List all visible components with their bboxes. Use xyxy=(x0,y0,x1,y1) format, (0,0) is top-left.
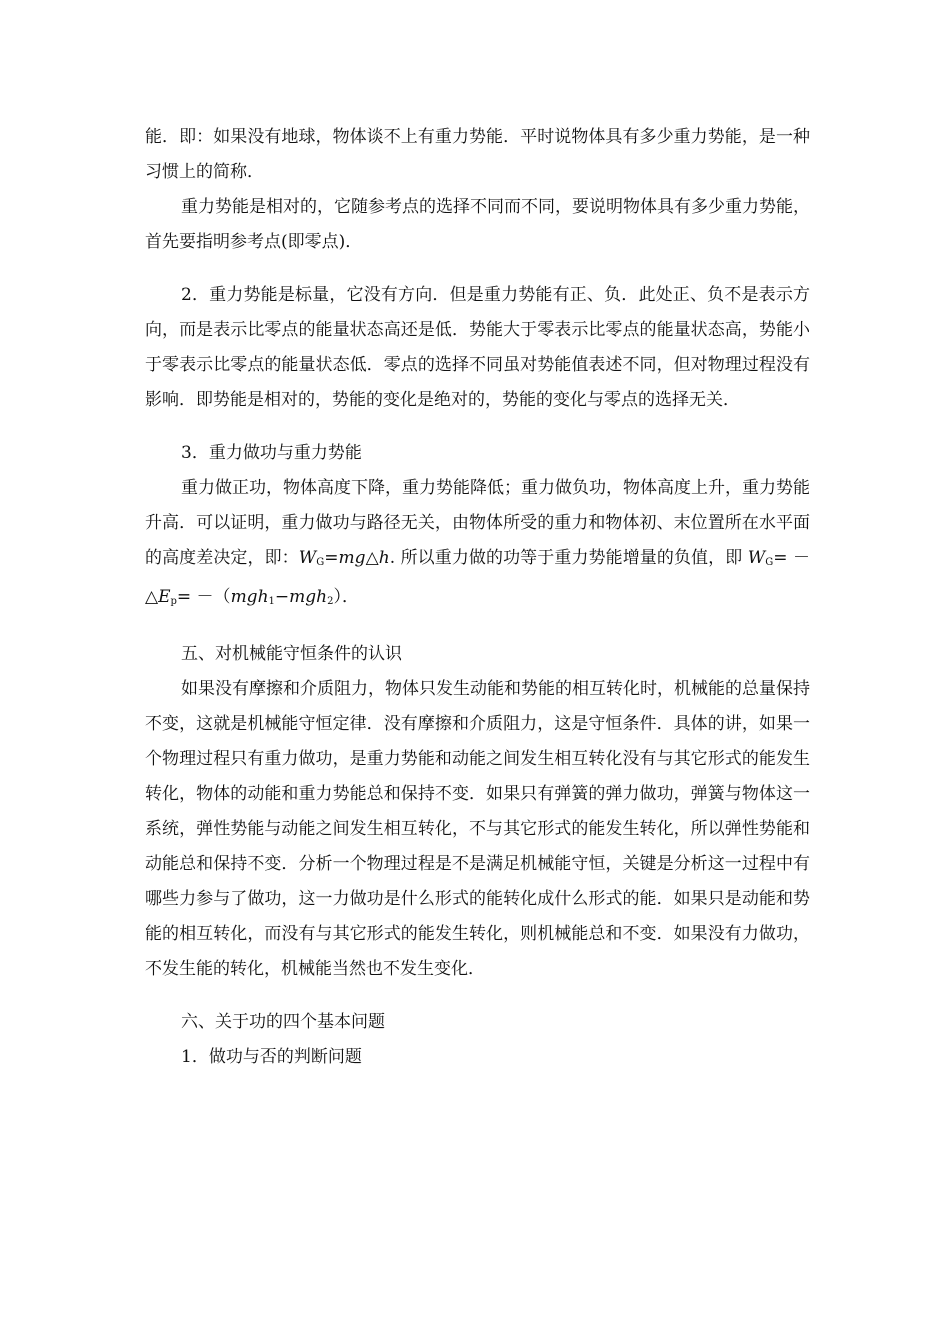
formula2-sub1: 1 xyxy=(268,596,275,607)
paragraph-gravity-work-text-b: . 所以重力做的功等于重力势能增量的负值，即 xyxy=(389,548,748,568)
section-heading-energy-conservation: 五、对机械能守恒条件的认识 xyxy=(181,644,402,664)
paragraph-scalar-potential: 2．重力势能是标量，它没有方向．但是重力势能有正、负．此处正、负不是表示方向，而是表示比零点的能量状态高还是低．势能大于零表示比零点的能量状态高，势能小于零表示比零点的能量状态低．零点的选择不同虽对势能值表述不同，但对物理过程没有影响．即势能是相对的，势能的变化是绝对的，势能的变化与零点的选择无关． xyxy=(145,285,810,410)
formula2-w-sub: G xyxy=(765,557,774,568)
subsection-heading-work-judgement: 1．做功与否的判断问题 xyxy=(181,1047,362,1067)
formula2-sub2: 2 xyxy=(327,596,334,607)
formula2-eq: = －（ xyxy=(176,587,231,607)
section-heading-gravity-work: 3．重力做功与重力势能 xyxy=(181,443,362,463)
paragraph-gravity-work-text-a: 重力做正功，物体高度下降，重力势能降低；重力做负功，物体高度上升，重力势能升高．可以证明，重力做功与路径无关，由物体所受的重力和物体初、末位置所在水平面的高度差决定，即： xyxy=(145,478,810,568)
formula2-mid: = － △ xyxy=(145,548,810,607)
formula2-end: ）． xyxy=(333,587,359,607)
formula2-mgh1: mgh xyxy=(230,587,269,607)
paragraph-energy-conservation: 如果没有摩擦和介质阻力，物体只发生动能和势能的相互转化时，机械能的总量保持不变，这就是机械能守恒定律．没有摩擦和介质阻力，这是守恒条件．具体的讲，如果一个物理过程只有重力做功，是重力势能和动能之间发生相互转化没有与其它形式的能发生转化，物体的动能和重力势能总和保持不变．如果只有弹簧的弹力做功，弹簧与物体这一系统，弹性势能与动能之间发生相互转化，不与其它形式的能发生转化，所以弹性势能和动能总和保持不变．分析一个物理过程是不是满足机械能守恒，关键是分析这一过程中有哪些力参与了做功，这一力做功是什么形式的能转化成什么形式的能．如果只是动能和势能的相互转化，而没有与其它形式的能发生转化，则机械能总和不变．如果没有力做功，不发生能的转化，机械能当然也不发生变化． xyxy=(145,679,810,979)
formula-wg-rest: =mg△h xyxy=(324,548,390,568)
document-page xyxy=(145,120,810,1075)
paragraph-relative-potential: 重力势能是相对的，它随参考点的选择不同而不同，要说明物体具有多少重力势能，首先要指明参考点(即零点)． xyxy=(145,197,810,252)
formula2-mgh2: mgh xyxy=(289,587,328,607)
paragraph-gravity-potential-definition: 能．即：如果没有地球，物体谈不上有重力势能．平时说物体具有多少重力势能，是一种习惯上的简称． xyxy=(145,127,810,182)
formula2-e-sub: p xyxy=(170,596,177,607)
section-heading-work-questions: 六、关于功的四个基本问题 xyxy=(181,1012,385,1032)
formula2-e: E xyxy=(158,587,171,607)
formula-wg-symbol: W xyxy=(298,548,317,568)
paragraph-gravity-work xyxy=(145,471,810,619)
formula2-w: W xyxy=(747,548,766,568)
formula-wg-subscript: G xyxy=(316,557,325,568)
formula2-minus: − xyxy=(274,587,290,607)
